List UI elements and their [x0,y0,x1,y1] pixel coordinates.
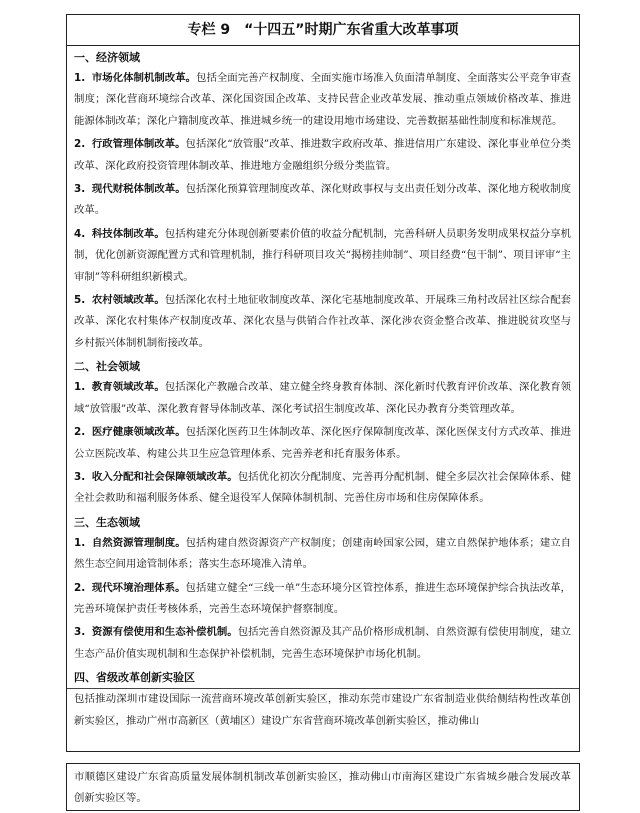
main-column-box [66,14,580,752]
list-item: 3. 收入分配和社会保障领域改革。包括优化初次分配制度、完善再分配机制、健全多层次社会保障体系、健全社会救助和福利服务体系、健全退役军人保障体制机制、完善住房市场和住房保障体系。 [74,470,572,505]
column-content [67,46,579,732]
list-item: 1. 教育领域改革。包括深化产教融合改革、建立健全终身教育体制、深化新时代教育评价改革、深化教育领域“放管服”改革、深化教育督导体制改革、深化考试招生制度改革、深化民办教育分类管理改革。 [74,381,572,415]
list-item: 4. 科技体制改革。包括构建充分体现创新要素价值的收益分配机制，完善科研人员职务发明成果权益分享机制，优化创新资源配置方式和管理机制，推行科研项目攻关“揭榜挂帅制”、项目经费“包干制”、项目评审“主审制”等科研组织新模式。 [74,227,572,283]
continuation-box [66,763,580,811]
continuation-text: 市顺德区建设广东省高质量发展体制机制改革创新实验区，推动佛山市南海区建设广东省城乡融合发展改革创新实验区等。 [74,771,571,805]
list-item: 3. 资源有偿使用和生态补偿机制。包括完善自然资源及其产品价格形成机制、自然资源有偿使用制度，建立生态产品价值实现机制和生态保护补偿机制，完善生态环境保护市场化机制。 [74,626,572,660]
column-title: 专栏 9 “十四五”时期广东省重大改革事项 [67,15,579,46]
list-item: 1. 市场化体制机制改革。包括全面完善产权制度、全面实施市场准入负面清单制度、全面落实公平竞争审查制度；深化营商环境综合改革、深化国资国企改革、支持民营企业改革发展、推动重点领域价格改革、推进能源体制改革；深化户籍制度改革、推进城乡统一的建设用地市场建设、完善数据基础性制度和标准规范。 [74,72,572,127]
list-item: 2. 医疗健康领域改革。包括深化医药卫生体制改革、深化医疗保障制度改革、深化医保支付方式改革、推进公立医院改革、构建公共卫生应急管理体系、完善养老和托育服务体系。 [74,426,572,460]
section-heading-ecology: 三、生态领域 [74,515,140,529]
list-item: 3. 现代财税体制改革。包括深化预算管理制度改革、深化财政事权与支出责任划分改革、深化地方税收制度改革。 [74,183,572,217]
list-item: 5. 农村领域改革。包括深化农村土地征收制度改革、深化宅基地制度改革、开展珠三角村改居社区综合配套改革、深化农村集体产权制度改革、深化农垦与供销合作社改革、深化涉农资金整合改革、推进脱贫攻坚与乡村振兴体制机制衔接改革。 [74,294,572,349]
list-item: 2. 现代环境治理体系。包括建立健全“三线一单”生态环境分区管控体系，推进生态环境保护综合执法改革，完善环境保护责任考核体系，完善生态环境保护督察制度。 [74,581,572,615]
section-heading-society: 二、社会领域 [74,360,140,374]
pilot-zones-text: 包括推动深圳市建设国际一流营商环境改革创新实验区，推动东莞市建设广东省制造业供给侧结构性改革创新实验区，推动广州市高新区（黄埔区）建设广东省营商环境改革创新实验区，推动佛山 [74,693,571,727]
section-heading-economy: 一、经济领域 [74,51,140,64]
list-item: 2. 行政管理体制改革。包括深化“放管服”改革、推进数字政府改革、推进信用广东建设、深化事业单位分类改革、深化政府投资管理体制改革、推进地方金融组织分级分类监管。 [74,138,572,172]
section-heading-pilot-zones: 四、省级改革创新实验区 [74,671,195,685]
list-item: 1. 自然资源管理制度。包括构建自然资源资产产权制度；创建南岭国家公园，建立自然保护地体系；建立自然生态空间用途管制体系；落实生态环境准入清单。 [74,536,572,571]
